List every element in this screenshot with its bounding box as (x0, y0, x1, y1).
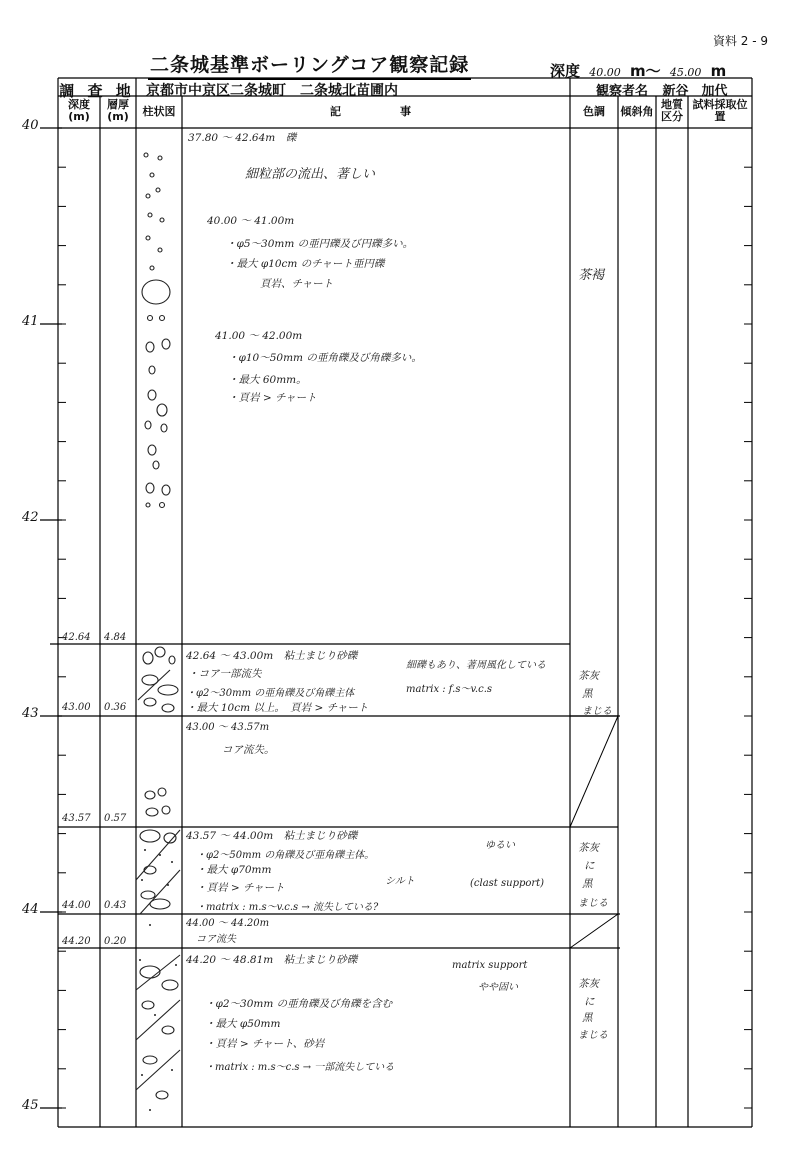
col-thickness-unit: (m) (107, 110, 129, 123)
col-color: 色調 (583, 105, 605, 118)
note-f5: ・最大 φ50mm (205, 1018, 281, 1030)
depth-axis-40: 40 (22, 118, 39, 133)
note-c2: コア流失。 (222, 744, 275, 756)
note-d2: ・φ2〜50mm の角礫及び亜角礫主体。 (196, 850, 375, 861)
depth-axis-41: 41 (22, 314, 39, 329)
layer-depth-3: 43.57 (62, 813, 91, 824)
color-4b: に (584, 996, 595, 1008)
color-4a: 茶灰 (578, 978, 599, 990)
layer-thickness-4: 0.43 (104, 900, 127, 911)
col-sample: 試料採取位置 (692, 98, 748, 123)
depth-unit: m (710, 62, 727, 80)
color-3c: 黒 (582, 878, 593, 890)
col-desc-left: 記 (330, 105, 341, 118)
note-b6: matrix : f.s〜v.c.s (406, 684, 493, 695)
color-3d: まじる (578, 898, 608, 909)
note-e2: コア流失 (196, 934, 236, 945)
color-2a: 茶灰 (578, 670, 599, 682)
note-f6: ・頁岩 > チャート、砂岩 (205, 1038, 325, 1050)
color-2c: まじる (582, 706, 612, 717)
note-a8: ・φ10〜50mm の亜角礫及び角礫多い。 (228, 352, 422, 364)
note-d5: ・matrix : m.s〜v.c.s → 流失している? (196, 902, 379, 913)
layer-depth-1: 42.64 (62, 632, 91, 643)
color-2b: 黒 (582, 688, 593, 700)
note-d6: ゆるい (485, 840, 515, 851)
col-desc-right: 事 (400, 105, 411, 118)
col-thickness-label: 層厚 (107, 98, 129, 111)
col-depth-label: 深度 (68, 98, 90, 111)
layer-thickness-5: 0.20 (104, 936, 127, 947)
col-dip: 傾斜角 (620, 105, 654, 118)
note-f4: ・φ2〜30mm の亜角礫及び角礫を含む (205, 998, 393, 1010)
note-d8: シルト (385, 876, 415, 887)
note-b4: ・最大 10cm 以上。 頁岩 > チャート (186, 702, 369, 714)
note-f1: 44.20 〜 48.81m 粘土まじり砂礫 (186, 954, 358, 966)
observer (596, 80, 728, 99)
layer-depth-4: 44.00 (62, 900, 91, 911)
color-brown: 茶褐 (578, 268, 605, 283)
note-a9: ・最大 60mm。 (228, 374, 307, 386)
col-thickness (100, 99, 136, 123)
note-d1: 43.57 〜 44.00m 粘土まじり砂礫 (186, 830, 358, 842)
note-a10: ・頁岩 > チャート (228, 392, 317, 404)
color-4c: 黒 (582, 1012, 593, 1024)
note-a4: ・φ5〜30mm の亜円礫及び円礫多い。 (226, 238, 414, 250)
note-b3: ・φ2〜30mm の亜角礫及び角礫主体 (186, 688, 355, 699)
color-3a: 茶灰 (578, 842, 599, 854)
depth-axis-42: 42 (22, 510, 39, 525)
note-a2: 細粒部の流出、著しい (245, 167, 376, 182)
depth-axis-45: 45 (22, 1098, 39, 1113)
color-4d: まじる (578, 1030, 608, 1041)
layer-thickness-1: 4.84 (104, 632, 127, 643)
col-geo-class: 地質区分 (661, 98, 683, 123)
col-depth-unit: (m) (68, 110, 90, 123)
depth-sep: m〜 (629, 62, 661, 80)
page-title: 二条城基準ボーリングコア観察記録 (148, 50, 471, 80)
note-f7: ・matrix : m.s〜c.s → 一部流失している (205, 1062, 395, 1073)
observer-label: 観察者名 (596, 84, 649, 99)
note-d3: ・最大 φ70mm (196, 864, 272, 876)
note-a1: 37.80 〜 42.64m 礫 (188, 132, 297, 144)
note-b5: 細礫もあり、著周風化している (406, 660, 546, 671)
note-d7: (clast support) (470, 878, 545, 889)
note-d4: ・頁岩 > チャート (196, 882, 285, 894)
layer-thickness-2: 0.36 (104, 702, 127, 713)
col-column: 柱状図 (142, 105, 176, 118)
note-a6: 頁岩、チャート (260, 278, 334, 290)
depth-label: 深度 (550, 62, 581, 80)
depth-from: 40.00 (589, 66, 621, 79)
depth-to: 45.00 (669, 66, 702, 79)
note-a3: 40.00 〜 41.00m (207, 215, 295, 227)
note-b2: ・コア一部流失 (188, 668, 262, 680)
col-depth (58, 99, 100, 123)
location-value: 京都市中京区二条城町 二条城北苗圃内 (146, 83, 398, 99)
layer-thickness-3: 0.57 (104, 813, 127, 824)
note-f2: matrix support (452, 960, 528, 971)
note-c1: 43.00 〜 43.57m (186, 722, 270, 733)
depth-range (550, 60, 726, 81)
note-f3: やや固い (478, 982, 518, 993)
note-a5: ・最大 φ10cm のチャート亜円礫 (226, 258, 385, 270)
note-a7: 41.00 〜 42.00m (215, 330, 303, 342)
note-b1: 42.64 〜 43.00m 粘土まじり砂礫 (186, 650, 358, 662)
layer-depth-2: 43.00 (62, 702, 91, 713)
note-e1: 44.00 〜 44.20m (186, 918, 270, 929)
depth-axis-44: 44 (22, 902, 39, 917)
depth-axis-43: 43 (22, 706, 39, 721)
location-label: 調 査 地 (59, 82, 135, 100)
color-3b: に (584, 860, 595, 872)
layer-depth-5: 44.20 (62, 936, 91, 947)
document-id: 資料 2 - 9 (712, 34, 768, 48)
observer-name: 新谷 加代 (662, 84, 728, 99)
